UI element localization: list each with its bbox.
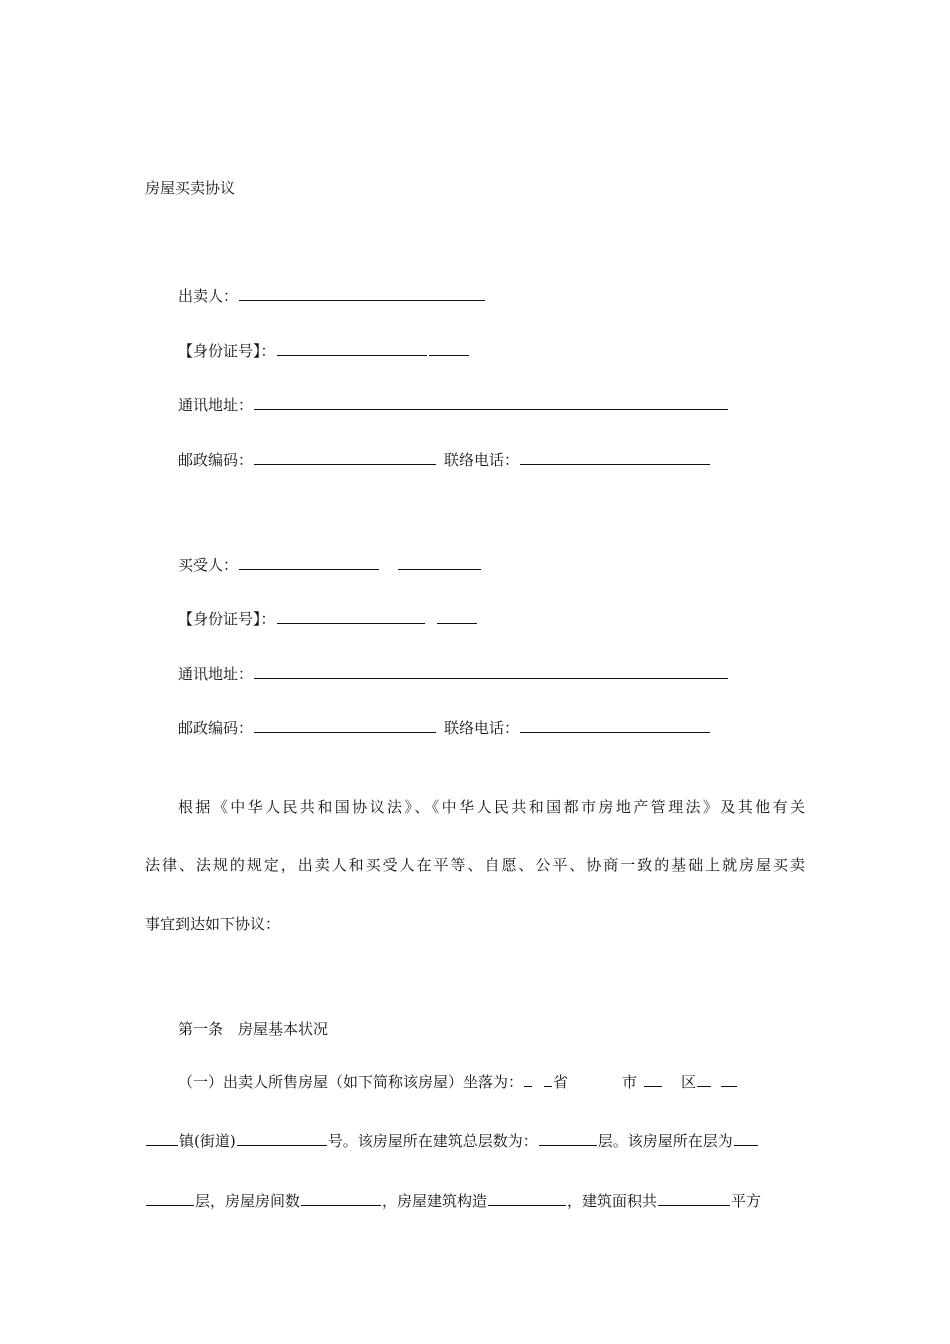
province-blank-b[interactable] (544, 1070, 552, 1087)
located-floor-blank[interactable] (734, 1129, 758, 1146)
structure-blank[interactable] (488, 1189, 566, 1206)
street-number-blank[interactable] (237, 1129, 327, 1146)
city-blank[interactable] (644, 1070, 662, 1087)
district-blank-a[interactable] (697, 1070, 711, 1087)
article-1-line-1 (178, 1070, 738, 1092)
district-text: 区 (681, 1073, 697, 1091)
seller-id-blank-2[interactable] (429, 339, 469, 356)
seller-phone-blank[interactable] (520, 448, 710, 465)
floor-blank[interactable] (146, 1189, 194, 1206)
province-blank-a[interactable] (524, 1070, 532, 1087)
buyer-phone-label: 联络电话： (444, 719, 520, 737)
district-blank-b[interactable] (721, 1070, 737, 1087)
seller-id-blank[interactable] (277, 339, 427, 356)
rooms-label: 层，房屋房间数 (195, 1192, 301, 1210)
buyer-postcode-blank[interactable] (254, 716, 436, 733)
article-1-heading: 第一条 房屋基本状况 (178, 1020, 329, 1038)
property-location-label: （一）出卖人所售房屋（如下简称该房屋）坐落为： (178, 1073, 524, 1091)
buyer-id-label: 【身份证号】： (178, 610, 276, 628)
seller-id-line (178, 339, 470, 361)
seller-postcode-label: 邮政编码： (178, 451, 254, 469)
buyer-address-label: 通讯地址： (178, 665, 254, 683)
seller-id-label: 【身份证号】： (178, 342, 276, 360)
document-title: 房屋买卖协议 (145, 179, 236, 197)
preamble-line-3: 事宜到达如下协议： (145, 915, 281, 933)
sqm-text: 平方 (731, 1192, 762, 1210)
article-1-line-2 (145, 1129, 759, 1151)
buyer-name-blank[interactable] (239, 553, 379, 570)
preamble-line-2: 法律、法规的规定，出卖人和买受人在平等、自愿、公平、协商一致的基础上就房屋买卖 (145, 856, 805, 874)
buyer-id-blank[interactable] (277, 607, 425, 624)
buyer-contact-line (178, 716, 711, 738)
town-blank[interactable] (146, 1129, 178, 1146)
preamble-line-1: 根据《中华人民共和国协议法》、《中华人民共和国都市房地产管理法》及其他有关 (178, 798, 805, 816)
total-floors-blank[interactable] (539, 1129, 597, 1146)
city-text: 市 (622, 1073, 638, 1091)
seller-address-label: 通讯地址： (178, 396, 254, 414)
buyer-address-blank[interactable] (254, 662, 728, 679)
total-floors-label: 号。该房屋所在建筑总层数为： (327, 1132, 538, 1150)
town-text: 镇(街道) (179, 1132, 236, 1150)
article-1-line-3 (145, 1189, 761, 1211)
province-text: 省 (553, 1073, 569, 1091)
area-label: ，建筑面积共 (567, 1192, 658, 1210)
structure-label: ，房屋建筑构造 (382, 1192, 488, 1210)
buyer-name-label: 买受人： (178, 556, 239, 574)
buyer-postcode-label: 邮政编码： (178, 719, 254, 737)
buyer-id-line (178, 607, 478, 629)
seller-postcode-blank[interactable] (254, 448, 436, 465)
seller-name-label: 出卖人： (178, 287, 239, 305)
area-blank[interactable] (658, 1189, 730, 1206)
seller-address-blank[interactable] (254, 393, 728, 410)
located-floor-label: 层。该房屋所在层为 (597, 1132, 733, 1150)
buyer-phone-blank[interactable] (520, 716, 710, 733)
buyer-name-line (178, 553, 482, 575)
buyer-address-line (178, 662, 729, 684)
seller-address-line (178, 393, 729, 415)
seller-name-line (178, 284, 486, 306)
buyer-name-blank-2[interactable] (398, 553, 481, 570)
rooms-blank[interactable] (301, 1189, 381, 1206)
seller-name-blank[interactable] (239, 284, 485, 301)
seller-contact-line (178, 448, 711, 470)
buyer-id-blank-2[interactable] (437, 607, 477, 624)
seller-phone-label: 联络电话： (444, 451, 520, 469)
